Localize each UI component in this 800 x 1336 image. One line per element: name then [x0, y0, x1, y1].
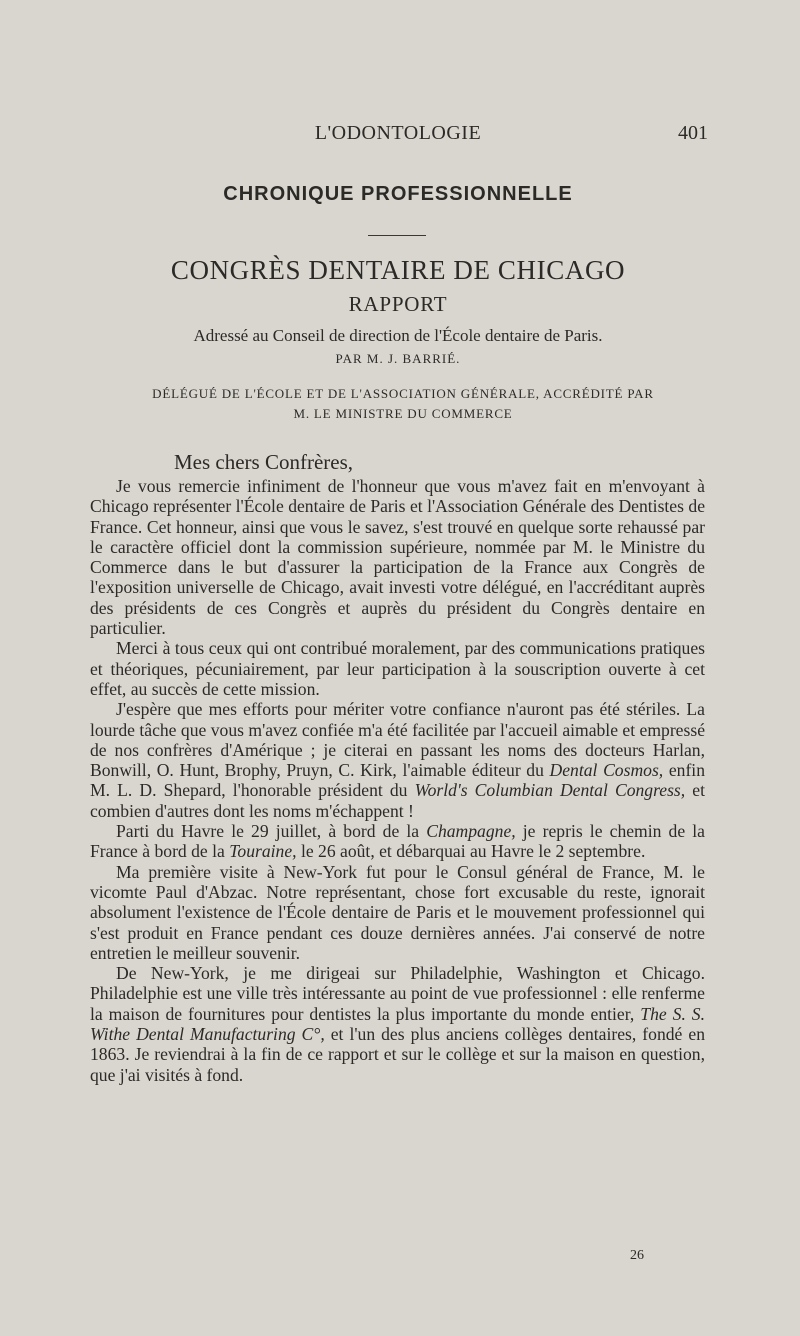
paragraph-6-text-c: et l'un des plus anciens collèges dentaires, fondé en 1863. Je reviendrai à la fin de ce rapport et sur le collège et sur la maison en question, que j'ai visités à fond.: [90, 1024, 705, 1085]
paragraph-4: [90, 821, 705, 862]
paragraph-4-text-a: Parti du Havre le 29 juillet, à bord de la: [116, 821, 427, 842]
section-title: CHRONIQUE PROFESSIONNELLE: [223, 183, 573, 205]
paragraph-6-text-a: De New-York, je me dirigeai sur Philadelphie, Washington et Chicago. Philadelphie est une ville très intéressante au point de vue professionnel : elle renferme la maison de fournitures pour dentistes la plus importante du monde entier,: [90, 963, 705, 1024]
journal-title: L'ODONTOLOGIE: [314, 122, 482, 144]
paragraph-4-text-e: le 26 août, et débarquai au Havre le 2 septembre.: [296, 841, 646, 862]
paragraph-3-text-e: et combien d'autres dont les noms m'échappent !: [90, 780, 705, 821]
page-number: 401: [678, 122, 708, 144]
article-body: [90, 476, 705, 1085]
company-name-italic: The S. S. Withe Dental Manufacturing C°,: [90, 1003, 706, 1045]
paragraph-3-text-c: enfin M. L. D. Shepard, l'honorable président du: [90, 760, 705, 801]
ship-name-italic-2: Touraine,: [229, 841, 297, 862]
ship-name-italic-1: Champagne,: [426, 821, 516, 842]
paragraph-3-text-a: J'espère que mes efforts pour mériter votre confiance n'auront pas été stériles. La lourde tâche que vous m'avez confiée m'a été facilitée par l'accueil aimable et empressé de nos confrères d'Amérique ; je citerai en passant les noms des docteurs Harlan, Bonwill, O. Hunt, Brophy, Pruyn, C. Kirk, l'aimable éditeur du: [90, 699, 705, 781]
author-line: PAR M. J. BARRIÉ.: [335, 351, 461, 366]
delegate-credentials: [110, 384, 696, 424]
running-head: [88, 122, 708, 152]
congress-name-italic: World's Columbian Dental Congress,: [414, 780, 686, 801]
article-title: CONGRÈS DENTAIRE DE CHICAGO: [170, 255, 626, 285]
paragraph-2: Merci à tous ceux qui ont contribué moralement, par des communications pratiques et théoriques, pécuniairement, par leur participation à la souscription ouverte à cet effet, au succès de cette mission.: [90, 638, 705, 699]
article-subtitle: RAPPORT: [348, 292, 448, 316]
paragraph-1: Je vous remercie infiniment de l'honneur que vous m'avez fait en m'envoyant à Chicago représenter l'École dentaire de Paris et l'Association Générale des Dentistes de France. Cet honneur, ainsi que vous le savez, s'est trouvé en quelque sorte rehaussé par le caractère officiel dont la commission supérieure, nommée par M. le Ministre du Commerce dans le but d'assurer la participation de la France aux Congrès de l'exposition universelle de Chicago, avait investi votre délégué, en l'accréditant auprès des présidents de ces Congrès et auprès du président du Congrès dentaire en particulier.: [90, 476, 705, 639]
delegate-line-1: DÉLÉGUÉ DE L'ÉCOLE ET DE L'ASSOCIATION GÉNÉRALE, ACCRÉDITÉ PAR: [152, 386, 654, 401]
paragraph-5: Ma première visite à New-York fut pour le Consul général de France, M. le vicomte Paul d'Abzac. Notre représentant, chose fort excusable du reste, ignorait absolument l'existence de l'École dentaire de Paris et le mouvement professionnel qui s'est produit en France pendant ces douze dernières années. J'ai conservé de notre entretien le meilleur souvenir.: [90, 861, 705, 963]
journal-name-italic: Dental Cosmos,: [549, 760, 664, 781]
paragraph-4-text-c: je repris le chemin de la France à bord de la: [90, 821, 705, 862]
delegate-line-2: M. LE MINISTRE DU COMMERCE: [293, 406, 513, 421]
salutation: Mes chers Confrères,: [174, 450, 354, 474]
paragraph-6: [90, 963, 705, 1085]
title-divider: [368, 235, 426, 236]
addressed-to: Adressé au Conseil de direction de l'École dentaire de Paris.: [193, 326, 603, 345]
paragraph-3: [90, 699, 705, 821]
signature-folio: 26: [630, 1248, 644, 1263]
